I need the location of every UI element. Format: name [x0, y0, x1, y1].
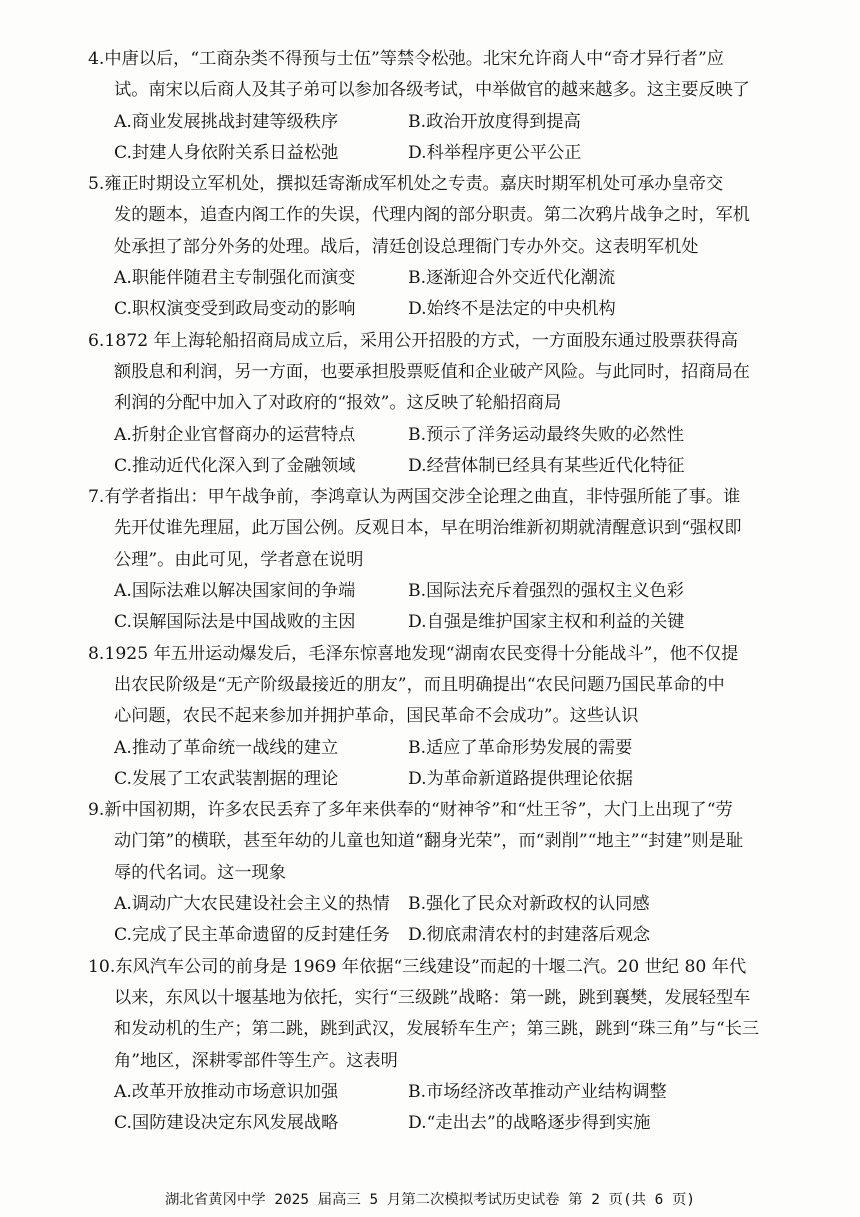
question-7 — [88, 482, 828, 638]
option-list — [88, 576, 828, 639]
question-4 — [88, 44, 828, 169]
question-number: 9. — [88, 800, 105, 821]
stem-line: 东风汽车公司的前身是 1969 年依据“三线建设”而起的十堰二汽。20 世纪 80 年代 — [115, 956, 747, 977]
option-b: B.适应了革命形势发展的需要 — [408, 737, 633, 758]
option-c: C.职权演变受到政局变动的影响 — [114, 299, 356, 320]
stem-line: 动门第”的横联，甚至年幼的儿童也知道“翻身光荣”，而“剥削”“地主”“封建”则是耻 — [114, 831, 744, 852]
question-number: 5. — [88, 174, 105, 195]
option-list — [88, 107, 828, 170]
option-list — [88, 420, 828, 483]
option-a: A.国际法难以解决国家间的争端 — [114, 581, 356, 602]
question-stem — [88, 795, 828, 889]
question-stem — [88, 169, 828, 263]
option-list — [88, 733, 828, 796]
question-number: 4. — [88, 49, 105, 69]
stem-line: 以来，东风以十堰基地为依托，实行“三级跳”战略：第一跳，跳到襄樊，发展轻型车 — [114, 987, 751, 1008]
question-stem — [88, 44, 828, 107]
stem-line: 心问题，农民不起来参加并拥护革命，国民革命不会成功”。这些认识 — [114, 706, 639, 727]
question-stem — [88, 482, 828, 576]
question-9 — [88, 795, 828, 951]
option-b: B.强化了民众对新政权的认同感 — [408, 894, 650, 915]
option-c: C.误解国际法是中国战败的主因 — [114, 612, 356, 633]
option-c: C.完成了民主革命遗留的反封建任务 — [114, 925, 390, 946]
stem-line: 新中国初期，许多农民丢弃了多年来供奉的“财神爷”和“灶王爷”，大门上出现了“劳 — [104, 800, 733, 821]
option-b: B.逐渐迎合外交近代化潮流 — [408, 268, 616, 289]
question-number: 7. — [88, 487, 105, 508]
option-a: A.推动了革命统一战线的建立 — [114, 737, 339, 758]
option-a: A.职能伴随君主专制强化而演变 — [114, 268, 356, 289]
option-c: C.国防建设决定东风发展战略 — [114, 1113, 339, 1134]
option-c: C.发展了工农武装割据的理论 — [114, 768, 339, 789]
question-10 — [88, 952, 828, 1140]
stem-line: 1925 年五卅运动爆发后，毛泽东惊喜地发现“湖南农民变得十分能战斗”，他不仅提 — [104, 643, 739, 664]
option-d: D.彻底肃清农村的封建落后观念 — [408, 925, 651, 946]
stem-line: 发的题本，追查内阁工作的失误，代理内阁的部分职责。第二次鸦片战争之时，军机 — [114, 205, 750, 226]
question-stem — [88, 952, 828, 1077]
stem-line: 辱的代名词。这一现象 — [114, 862, 286, 883]
stem-line: 公理”。由此可见，学者意在说明 — [114, 549, 364, 570]
option-list — [88, 1077, 828, 1140]
stem-line: 试。南宋以后商人及其子弟可以参加各级考试，中举做官的越来越多。这主要反映了 — [114, 80, 750, 101]
option-a: A.调动广大农民建设社会主义的热情 — [114, 894, 390, 915]
option-d: D.“走出去”的战略逐步得到实施 — [408, 1113, 651, 1134]
option-a: A.折射企业官督商办的运营特点 — [114, 424, 356, 445]
question-stem — [88, 639, 828, 733]
option-d: D.为革命新道路提供理论依据 — [408, 768, 633, 789]
option-b: B.国际法充斥着强烈的强权主义色彩 — [408, 581, 684, 602]
option-c: C.推动近代化深入到了金融领域 — [114, 455, 356, 476]
stem-line: 出农民阶级是“无产阶级最接近的朋友”，而且明确提出“农民问题乃国民革命的中 — [114, 674, 725, 695]
stem-line: 有学者指出：甲午战争前，李鸿章认为两国交涉全论理之曲直，非恃强所能了事。谁 — [104, 487, 741, 508]
question-stem — [88, 326, 828, 420]
stem-line: 1872 年上海轮船招商局成立后，采用公开招股的方式，一方面股东通过股票获得高 — [104, 330, 738, 351]
question-number: 6. — [88, 330, 105, 351]
option-b: B.政治开放度得到提高 — [408, 111, 581, 132]
stem-line: 和发动机的生产；第二跳，跳到武汉，发展轿车生产；第三跳，跳到“珠三角”与“长三 — [114, 1019, 760, 1040]
option-d: D.经营体制已经具有某些近代化特征 — [408, 455, 685, 476]
question-number: 10. — [88, 956, 116, 977]
option-d: D.科举程序更公平公正 — [408, 142, 582, 163]
page-footer: 湖北省黄冈中学 2025 届高三 5 月第二次模拟考试历史试卷 第 2 页(共 6 页) — [164, 1192, 696, 1208]
stem-line: 雍正时期设立军机处，撰拟廷寄渐成军机处之专责。嘉庆时期军机处可承办皇帝交 — [104, 174, 724, 195]
stem-line: 额股息和利润，另一方面，也要承担股票贬值和企业破产风险。与此同时，招商局在 — [114, 361, 750, 382]
stem-line: 利润的分配中加入了对政府的“报效”。这反映了轮船招商局 — [114, 393, 562, 414]
option-a: A.商业发展挑战封建等级秩序 — [114, 111, 339, 132]
option-d: D.始终不是法定的中央机构 — [408, 299, 616, 320]
question-8 — [88, 639, 828, 795]
stem-line: 处承担了部分外务的处理。战后，清廷创设总理衙门专办外交。这表明军机处 — [114, 236, 699, 257]
option-b: B.预示了洋务运动最终失败的必然性 — [408, 424, 684, 445]
question-number: 8. — [88, 643, 105, 664]
question-list — [88, 44, 828, 1139]
option-c: C.封建人身依附关系日益松弛 — [114, 142, 339, 163]
option-d: D.自强是维护国家主权和利益的关键 — [408, 612, 685, 633]
stem-line: 中唐以后，“工商杂类不得预与士伍”等禁令松弛。北宋允许商人中“奇才异行者”应 — [104, 49, 724, 69]
stem-line: 先开仗谁先理屈，此万国公例。反观日本，早在明治维新初期就清醒意识到“强权即 — [114, 518, 742, 539]
question-5 — [88, 169, 828, 325]
question-6 — [88, 326, 828, 482]
option-list — [88, 889, 828, 952]
stem-line: 角”地区，深耕零部件等生产。这表明 — [114, 1050, 398, 1071]
option-b: B.市场经济改革推动产业结构调整 — [408, 1081, 667, 1102]
option-a: A.改革开放推动市场意识加强 — [114, 1081, 339, 1102]
option-list — [88, 263, 828, 326]
